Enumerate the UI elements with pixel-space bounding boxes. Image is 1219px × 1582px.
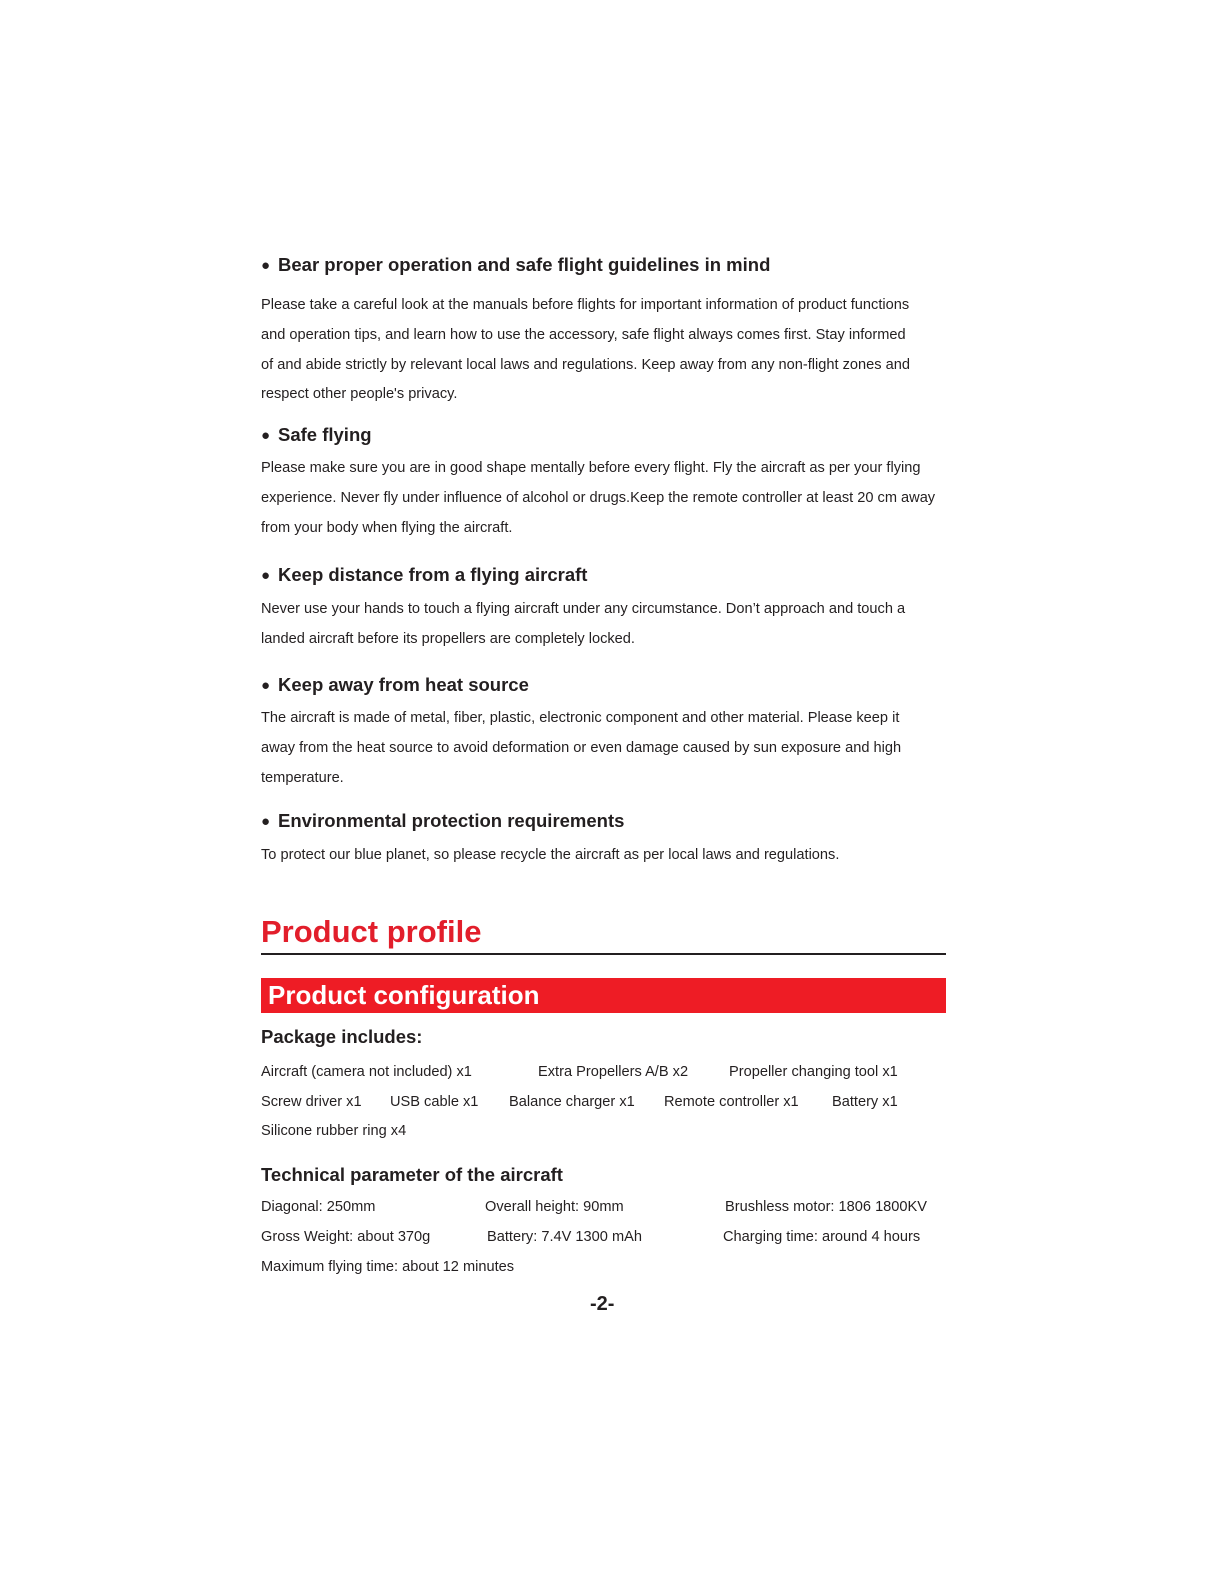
paragraph-line: To protect our blue planet, so please recycle the aircraft as per local laws and regulations. — [261, 847, 840, 863]
technical-item: Brushless motor: 1806 1800KV — [725, 1199, 927, 1215]
section-heat-source — [261, 673, 951, 793]
section-guidelines — [261, 253, 951, 410]
section-keep-distance — [261, 563, 951, 655]
bullet-icon: ● — [261, 567, 271, 584]
section-paragraph — [261, 291, 951, 410]
bullet-icon: ● — [261, 813, 271, 830]
technical-item: Charging time: around 4 hours — [723, 1229, 921, 1245]
package-heading: Package includes: — [261, 1026, 423, 1047]
paragraph-line: Never use your hands to touch a flying aircraft under any circumstance. Don’t approach and touch a — [261, 601, 906, 617]
section-paragraph — [261, 595, 951, 655]
technical-item: Overall height: 90mm — [485, 1199, 624, 1215]
bullet-icon: ● — [261, 427, 271, 444]
package-item: USB cable x1 — [390, 1094, 479, 1110]
product-profile-title: Product profile — [261, 914, 482, 949]
paragraph-line: and operation tips, and learn how to use the accessory, safe flight always comes first. Stay informed — [261, 326, 906, 343]
technical-heading: Technical parameter of the aircraft — [261, 1164, 563, 1185]
bullet-icon: ● — [261, 677, 271, 694]
paragraph-line: landed aircraft before its propellers are completely locked. — [261, 630, 635, 647]
heading-text: Keep away from heat source — [278, 674, 529, 695]
title-divider — [261, 953, 946, 955]
section-paragraph — [261, 704, 951, 793]
technical-item: Gross Weight: about 370g — [261, 1229, 431, 1245]
technical-item: Diagonal: 250mm — [261, 1199, 376, 1215]
section-environmental — [261, 809, 951, 871]
heading-text: Keep distance from a flying aircraft — [278, 564, 588, 585]
paragraph-line: The aircraft is made of metal, fiber, plastic, electronic component and other material. Please keep it — [261, 710, 900, 726]
product-configuration-title: Product configuration — [268, 980, 540, 1010]
heading-text: Bear proper operation and safe flight guidelines in mind — [278, 254, 771, 275]
section-heading — [261, 673, 951, 698]
paragraph-line: of and abide strictly by relevant local laws and regulations. Keep away from any non-flight zones and — [261, 356, 910, 373]
paragraph-line: Please make sure you are in good shape mentally before every flight. Fly the aircraft as per your flying — [261, 460, 921, 476]
product-configuration-banner — [261, 978, 946, 1013]
page-number: -2- — [590, 1293, 615, 1315]
section-paragraph — [261, 454, 951, 543]
section-safe-flying — [261, 423, 951, 543]
technical-item: Maximum flying time: about 12 minutes — [261, 1259, 515, 1275]
package-item: Screw driver x1 — [261, 1094, 362, 1110]
heading-text: Environmental protection requirements — [278, 810, 625, 831]
package-item: Propeller changing tool x1 — [729, 1064, 898, 1080]
paragraph-line: Please take a careful look at the manuals before flights for important information of product functions — [261, 297, 910, 313]
paragraph-line: respect other people's privacy. — [261, 386, 458, 403]
section-heading — [261, 253, 951, 278]
section-paragraph — [261, 841, 951, 871]
heading-text: Safe flying — [278, 424, 372, 445]
paragraph-line: temperature. — [261, 769, 344, 786]
section-heading — [261, 809, 951, 834]
package-item: Silicone rubber ring x4 — [261, 1123, 407, 1139]
section-heading — [261, 423, 951, 448]
package-item: Remote controller x1 — [664, 1094, 799, 1110]
technical-item: Battery: 7.4V 1300 mAh — [487, 1229, 642, 1245]
package-item: Battery x1 — [832, 1094, 898, 1110]
paragraph-line: from your body when flying the aircraft. — [261, 519, 513, 536]
package-item: Balance charger x1 — [509, 1094, 635, 1110]
section-heading — [261, 563, 951, 588]
paragraph-line: away from the heat source to avoid deformation or even damage caused by sun exposure and high — [261, 739, 902, 756]
bullet-icon: ● — [261, 257, 271, 274]
package-item: Aircraft (camera not included) x1 — [261, 1064, 472, 1080]
paragraph-line: experience. Never fly under influence of alcohol or drugs.Keep the remote controller at least 20 cm away — [261, 489, 936, 506]
package-item: Extra Propellers A/B x2 — [538, 1064, 689, 1080]
